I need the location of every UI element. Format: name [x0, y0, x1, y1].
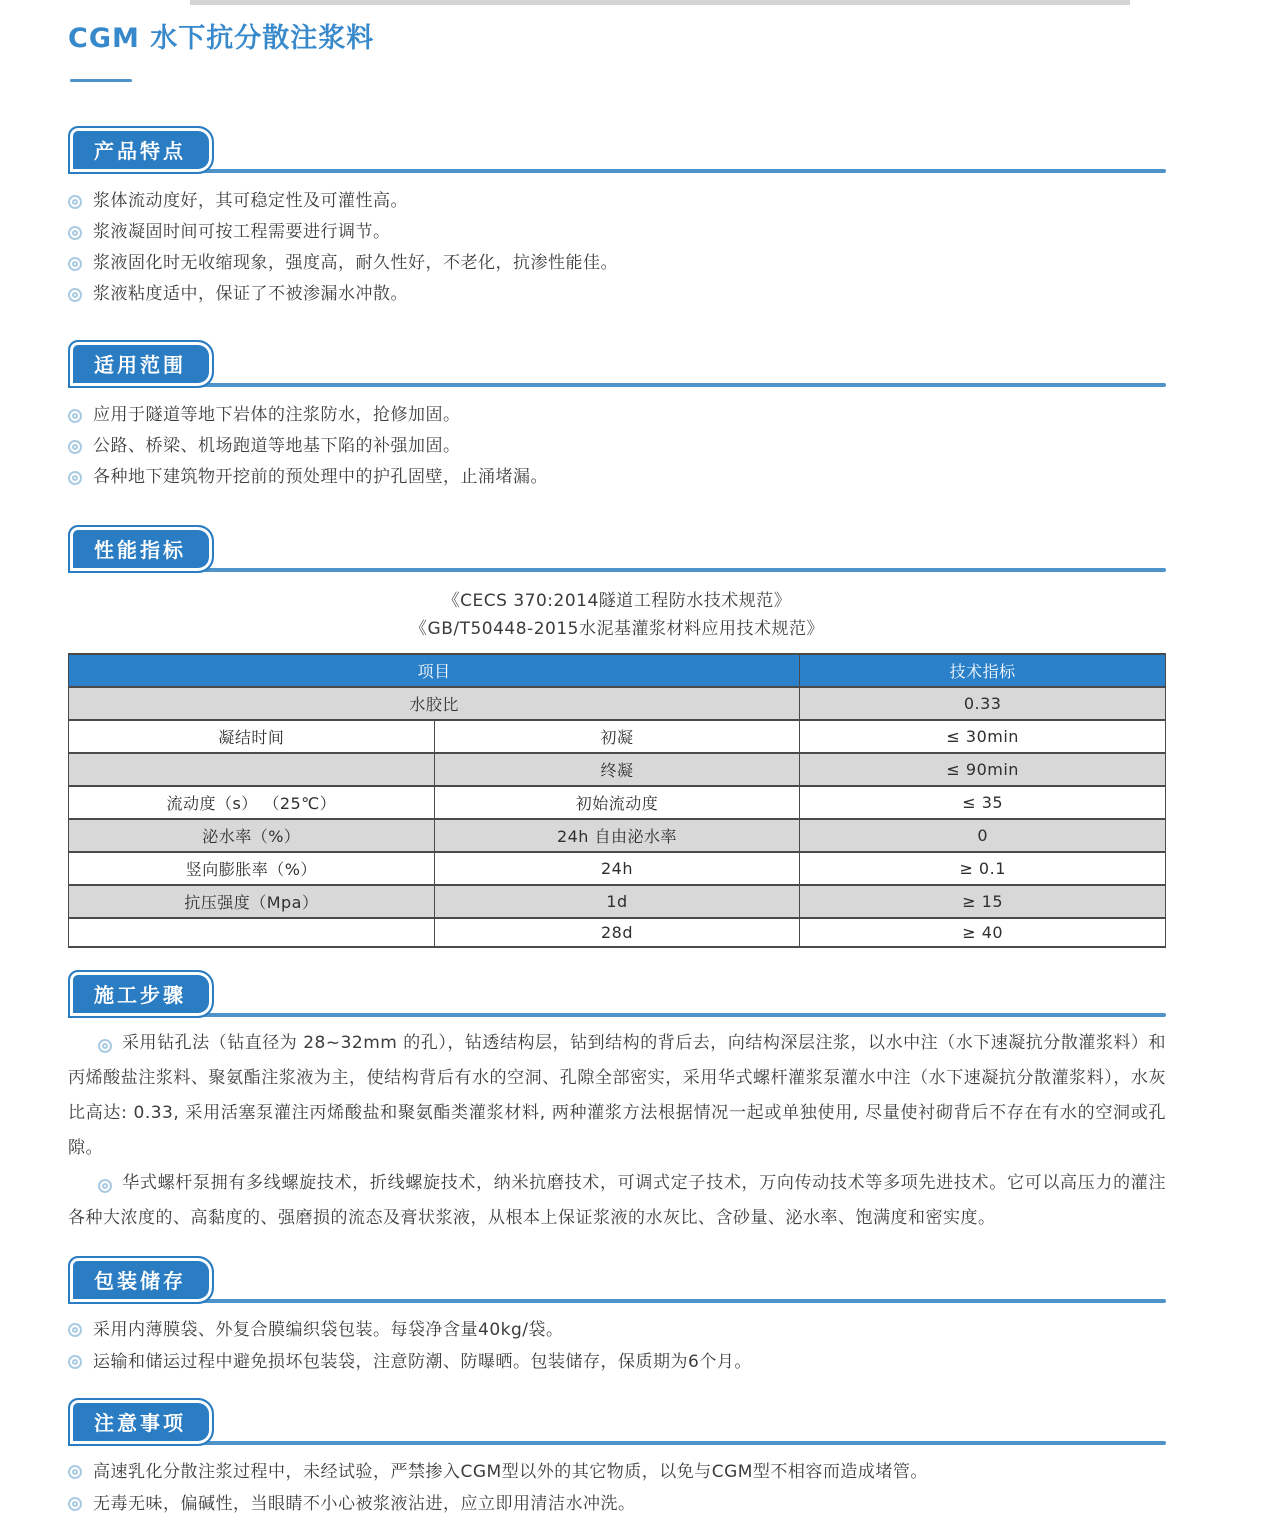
bullet-text: 无毒无味，偏碱性，当眼睛不小心被浆液沾进，应立即用清洁水冲洗。 [93, 1494, 636, 1514]
table-row [69, 819, 1166, 852]
table-row [69, 753, 1166, 786]
standard-references [68, 587, 1166, 643]
table-cell: 24h [434, 852, 800, 885]
list-item [68, 186, 1166, 217]
section-rule [68, 169, 1166, 173]
double-circle-icon [98, 1039, 112, 1053]
title-underline [70, 79, 132, 82]
table-cell: ≤ 30min [800, 720, 1166, 753]
list-item [68, 1488, 1166, 1520]
list-item [68, 217, 1166, 248]
double-circle-icon [68, 1465, 82, 1479]
list-item [68, 248, 1166, 279]
table-header-item: 项目 [69, 654, 800, 687]
bullet-text: 高速乳化分散注浆过程中，未经试验，严禁掺入CGM型以外的其它物质，以免与CGM型不相容而造成堵管。 [93, 1462, 928, 1482]
double-circle-inner [72, 1359, 78, 1365]
bullet-text: 浆体流动度好，其可稳定性及可灌性高。 [93, 191, 408, 211]
table-cell: 泌水率（%） [69, 819, 435, 852]
section-heading [68, 1256, 1166, 1304]
table-cell: 24h 自由泌水率 [434, 819, 800, 852]
double-circle-icon [68, 471, 82, 485]
table-row [69, 720, 1166, 753]
section-rule [68, 1299, 1166, 1303]
list-item [68, 431, 1166, 462]
double-circle-inner [72, 292, 78, 298]
section-application-scope [68, 340, 1166, 493]
bullet-text: 应用于隧道等地下岩体的注浆防水，抢修加固。 [93, 405, 461, 425]
table-cell: 初始流动度 [434, 786, 800, 819]
table-cell: ≥ 40 [800, 918, 1166, 947]
bullet-text: 采用内薄膜袋、外复合膜编织袋包装。每袋净含量40kg/袋。 [93, 1320, 564, 1340]
table-cell: 抗压强度（Mpa） [69, 885, 435, 918]
bullet-text: 公路、桥梁、机场跑道等地基下陷的补强加固。 [93, 436, 461, 456]
paragraph-text: 华式螺杆泵拥有多线螺旋技术，折线螺旋技术，纳米抗磨技术，可调式定子技术，万向传动技术等多项先进技术。它可以高压力的灌注各种大浓度的、高黏度的、强磨损的流态及膏状浆液，从根本上保证浆液的水灰比、含砂量、泌水率、饱满度和密实度。 [68, 1173, 1166, 1228]
table-cell: ≥ 15 [800, 885, 1166, 918]
list-item [68, 1314, 1166, 1346]
double-circle-icon [68, 195, 82, 209]
section-rule [68, 1441, 1166, 1445]
double-circle-inner [72, 475, 78, 481]
table-cell: 0 [800, 819, 1166, 852]
standard-reference: 《CECS 370:2014隧道工程防水技术规范》 [442, 591, 792, 611]
section-rule [68, 1013, 1166, 1017]
step-paragraph [68, 1026, 1166, 1166]
bullet-text: 浆液固化时无收缩现象，强度高，耐久性好，不老化，抗渗性能佳。 [93, 253, 618, 273]
list-item [68, 279, 1166, 310]
section-tab-packaging-storage: 包装储存 [68, 1256, 214, 1304]
section-precautions [68, 1398, 1166, 1520]
section-tab-construction-steps: 施工步骤 [68, 970, 214, 1018]
scope-list [68, 400, 1166, 493]
section-heading [68, 340, 1166, 388]
double-circle-inner [72, 1501, 78, 1507]
table-cell: ≤ 35 [800, 786, 1166, 819]
table-cell: 水胶比 [69, 687, 800, 720]
performance-table [68, 653, 1166, 948]
list-item [68, 1346, 1166, 1378]
section-heading [68, 126, 1166, 174]
double-circle-inner [72, 230, 78, 236]
double-circle-inner [72, 444, 78, 450]
section-tab-application-scope: 适用范围 [68, 340, 214, 388]
double-circle-icon [68, 288, 82, 302]
double-circle-icon [68, 1497, 82, 1511]
section-tab-product-features: 产品特点 [68, 126, 214, 174]
double-circle-icon [68, 440, 82, 454]
table-cell: 竖向膨胀率（%） [69, 852, 435, 885]
table-cell [69, 918, 435, 947]
section-rule [68, 568, 1166, 572]
double-circle-inner [72, 261, 78, 267]
table-row [69, 852, 1166, 885]
section-heading [68, 525, 1166, 573]
table-cell: ≥ 0.1 [800, 852, 1166, 885]
table-cell: 终凝 [434, 753, 800, 786]
table-header-row [69, 654, 1166, 687]
section-construction-steps [68, 970, 1166, 1236]
double-circle-inner [72, 1327, 78, 1333]
page-title: CGM 水下抗分散注浆料 [68, 23, 375, 54]
section-heading [68, 1398, 1166, 1446]
table-cell: 28d [434, 918, 800, 947]
double-circle-icon [68, 409, 82, 423]
double-circle-icon [68, 1323, 82, 1337]
table-row [69, 786, 1166, 819]
feature-list [68, 186, 1166, 310]
double-circle-icon [68, 1355, 82, 1369]
table-cell [69, 753, 435, 786]
bullet-text: 运输和储运过程中避免损坏包装袋，注意防潮、防曝晒。包装储存，保质期为6个月。 [93, 1352, 752, 1372]
section-performance-index [68, 525, 1166, 948]
table-cell: ≤ 90min [800, 753, 1166, 786]
precaution-list [68, 1456, 1166, 1520]
list-item [68, 462, 1166, 493]
steps-paragraphs [68, 1026, 1166, 1236]
section-rule [68, 383, 1166, 387]
double-circle-inner [102, 1043, 108, 1049]
step-paragraph [68, 1166, 1166, 1236]
table-cell: 流动度（s） （25℃） [69, 786, 435, 819]
table-row [69, 918, 1166, 947]
table-row [69, 885, 1166, 918]
page-top-edge [190, 0, 1130, 5]
section-packaging-storage [68, 1256, 1166, 1378]
table-header-index: 技术指标 [800, 654, 1166, 687]
packaging-list [68, 1314, 1166, 1378]
double-circle-icon [98, 1179, 112, 1193]
bullet-text: 浆液凝固时间可按工程需要进行调节。 [93, 222, 391, 242]
table-row [69, 687, 1166, 720]
double-circle-icon [68, 226, 82, 240]
table-cell: 0.33 [800, 687, 1166, 720]
section-product-features [68, 126, 1166, 310]
table-cell: 初凝 [434, 720, 800, 753]
list-item [68, 1456, 1166, 1488]
list-item [68, 400, 1166, 431]
table-cell: 凝结时间 [69, 720, 435, 753]
double-circle-inner [72, 1469, 78, 1475]
section-tab-precautions: 注意事项 [68, 1398, 214, 1446]
bullet-text: 浆液粘度适中，保证了不被渗漏水冲散。 [93, 284, 408, 304]
bullet-text: 各种地下建筑物开挖前的预处理中的护孔固壁，止涌堵漏。 [93, 467, 548, 487]
section-tab-performance-index: 性能指标 [68, 525, 214, 573]
paragraph-text: 采用钻孔法（钻直径为 28~32mm 的孔），钻透结构层，钻到结构的背后去，向结构深层注浆，以水中注（水下速凝抗分散灌浆料）和丙烯酸盐注浆料、聚氨酯注浆液为主，使结构背后有水的空洞、孔隙全部密实，采用华式螺杆灌浆泵灌水中注（水下速凝抗分散灌浆料），水灰比高达: 0.33, 采用活塞泵灌注丙烯酸盐和聚氨酯类灌浆材料, 两种灌浆方法根据情况一起或单独使用, 尽量使衬砌背后不存在有水的空洞或孔隙。 [68, 1033, 1166, 1158]
standard-reference: 《GB/T50448-2015水泥基灌浆材料应用技术规范》 [410, 619, 824, 639]
table-cell: 1d [434, 885, 800, 918]
section-heading [68, 970, 1166, 1018]
double-circle-icon [68, 257, 82, 271]
double-circle-inner [102, 1183, 108, 1189]
double-circle-inner [72, 413, 78, 419]
double-circle-inner [72, 199, 78, 205]
